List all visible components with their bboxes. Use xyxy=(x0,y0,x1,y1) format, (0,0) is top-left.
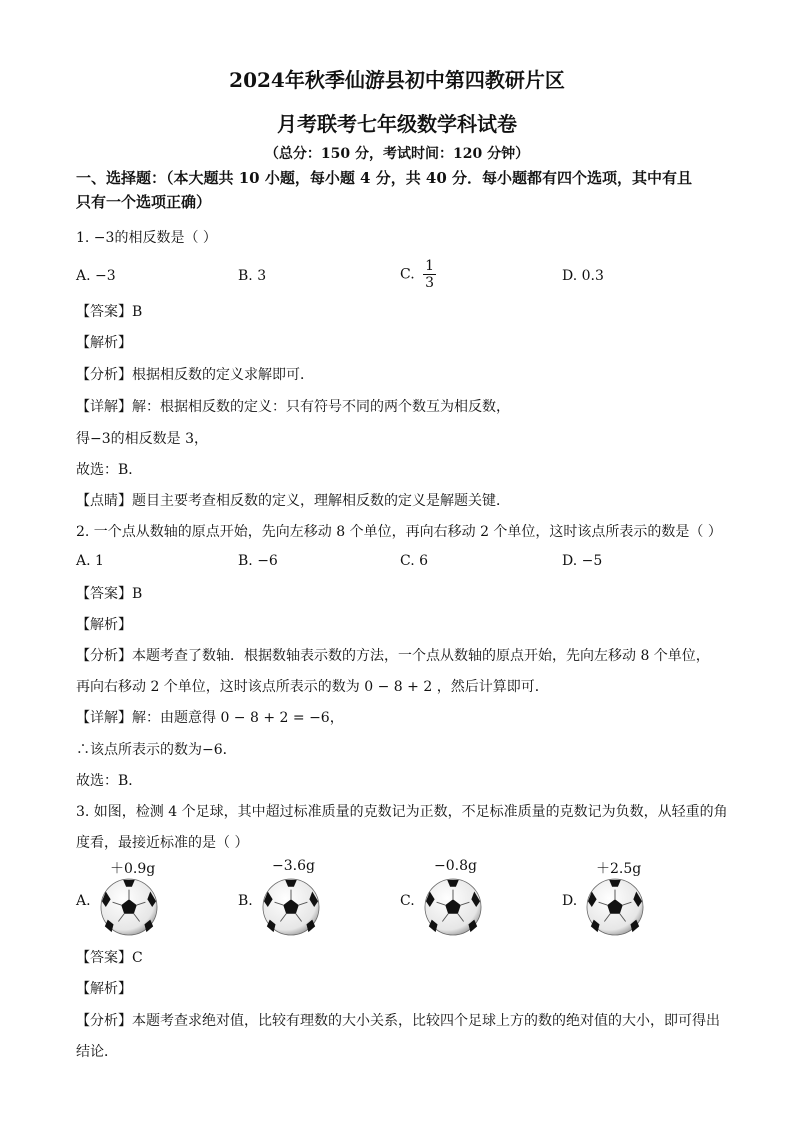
q3-fenxi-cont: 结论． xyxy=(76,1044,118,1060)
q1-stem: 1. −3的相反数是（ ） xyxy=(76,230,217,246)
q3-stem-cont: 度看，最接近标准的是（ ） xyxy=(76,835,249,851)
soccer-ball-icon xyxy=(424,878,482,936)
ball-caption: ＋0.9g xyxy=(110,861,156,877)
soccer-ball-icon xyxy=(100,878,158,936)
ball-caption: −3.6g xyxy=(272,858,315,874)
ball-option-label: A. xyxy=(76,893,91,909)
q3-stem: 3. 如图，检测 4 个足球，其中超过标准质量的克数记为正数，不足标准质量的克数记为负数，从轻重的角 xyxy=(76,804,728,820)
fraction xyxy=(423,258,436,291)
q1-option-b: B. 3 xyxy=(238,268,267,284)
ball-caption: −0.8g xyxy=(434,858,477,874)
q1-option-d: D. 0.3 xyxy=(562,268,604,284)
q3-fenxi: 【分析】本题考查求绝对值，比较有理数的大小关系，比较四个足球上方的数的绝对值的大小，即可得出 xyxy=(76,1013,720,1029)
soccer-ball-icon xyxy=(586,878,644,936)
ball-option-label: D. xyxy=(562,893,578,909)
q2-line: 故选：B． xyxy=(76,773,143,789)
soccer-ball-icon xyxy=(262,878,320,936)
q1-jiexi: 【解析】 xyxy=(76,335,132,351)
q1-dianjing: 【点睛】题目主要考查相反数的定义，理解相反数的定义是解题关键． xyxy=(76,493,510,509)
q2-option-d: D. −5 xyxy=(562,553,603,569)
page-subtitle: 月考联考七年级数学科试卷 xyxy=(277,112,517,136)
exam-meta: （总分：150 分，考试时间：120 分钟） xyxy=(264,146,530,162)
q1-line: 得−3的相反数是 3， xyxy=(76,431,208,447)
ball-option-label: B. xyxy=(238,893,253,909)
q2-line: ∴该点所表示的数为−6． xyxy=(76,742,237,758)
q1-xiangjie: 【详解】解：根据相反数的定义：只有符号不同的两个数互为相反数， xyxy=(76,399,510,415)
q2-fenxi: 【分析】本题考查了数轴．根据数轴表示数的方法，一个点从数轴的原点开始，先向左移动 8 个单位， xyxy=(76,648,710,664)
q2-xiangjie: 【详解】解：由题意得 0 − 8 + 2 = −6， xyxy=(76,710,344,726)
q2-option-c: C. 6 xyxy=(400,553,429,569)
ball-caption: ＋2.5g xyxy=(596,861,642,877)
q1-line: 故选：B． xyxy=(76,462,143,478)
q3-jiexi: 【解析】 xyxy=(76,981,132,997)
fraction-denominator: 3 xyxy=(425,275,435,291)
fraction-numerator: 1 xyxy=(425,258,435,274)
q2-answer: 【答案】B xyxy=(76,586,143,602)
q2-jiexi: 【解析】 xyxy=(76,617,132,633)
q1-fenxi: 【分析】根据相反数的定义求解即可． xyxy=(76,367,314,383)
q1-option-c-label: C. xyxy=(400,266,415,283)
ball-option-label: C. xyxy=(400,893,415,909)
q1-answer: 【答案】B xyxy=(76,304,143,320)
q3-answer: 【答案】C xyxy=(76,950,143,966)
q2-fenxi-cont: 再向右移动 2 个单位，这时该点所表示的数为 0 − 8 + 2 ，然后计算即可． xyxy=(76,679,549,695)
q2-stem: 2. 一个点从数轴的原点开始，先向左移动 8 个单位，再向右移动 2 个单位，这时该点所表示的数是（ ） xyxy=(76,524,722,540)
page-title: 2024年秋季仙游县初中第四教研片区 xyxy=(229,68,565,92)
q2-option-a: A. 1 xyxy=(76,553,104,569)
section-heading-cont: 只有一个选项正确） xyxy=(76,193,212,211)
q1-option-c xyxy=(400,258,436,291)
section-heading: 一、选择题：（本大题共 10 小题，每小题 4 分，共 40 分．每小题都有四个选项，其中有且 xyxy=(76,169,693,187)
q1-option-a: A. −3 xyxy=(76,268,116,284)
q2-option-b: B. −6 xyxy=(238,553,278,569)
